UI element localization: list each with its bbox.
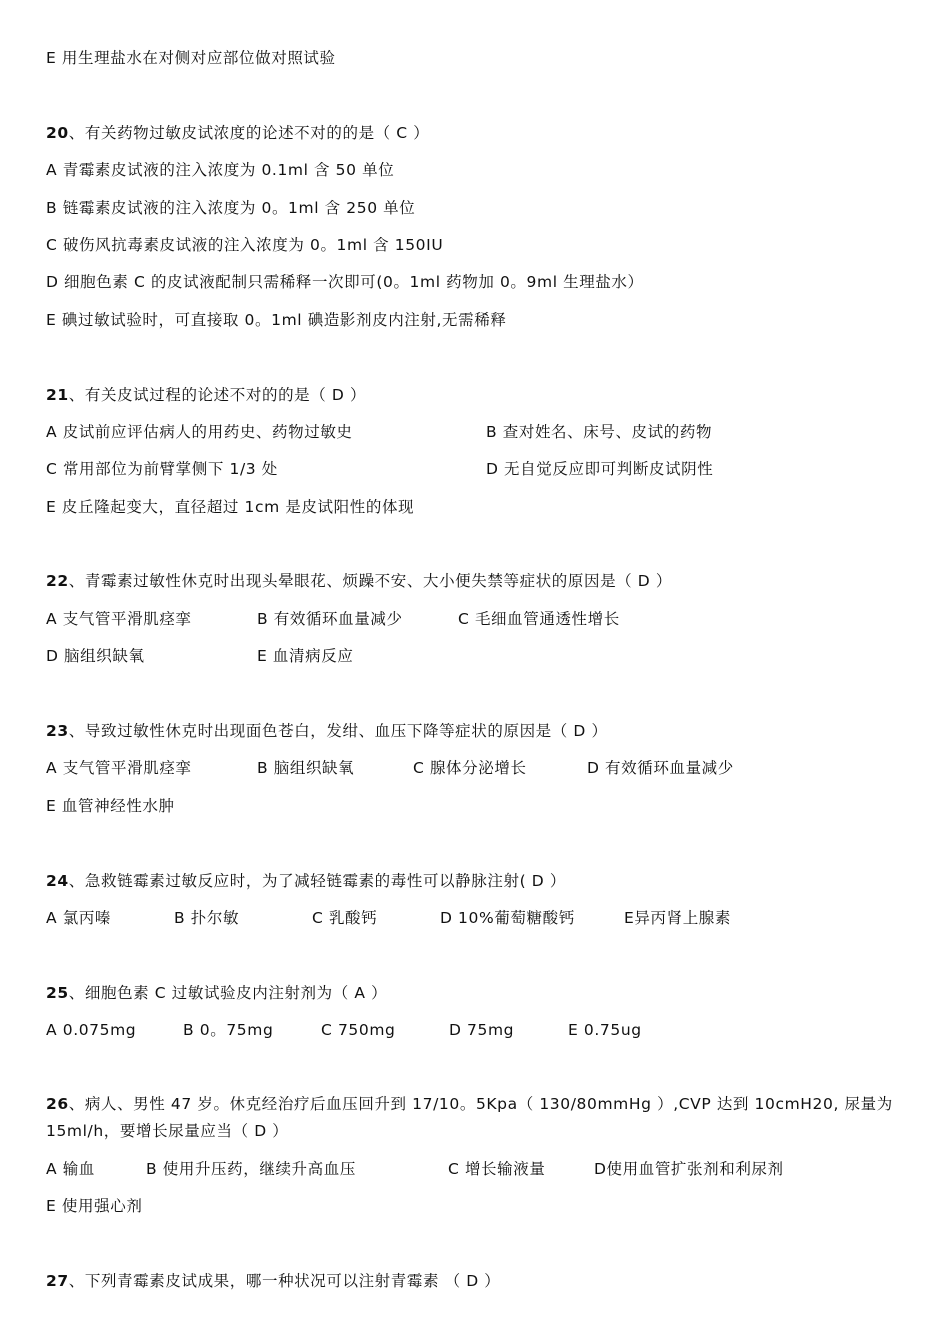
option-e: E 使用强心剂 xyxy=(46,1197,143,1216)
option-a: A 输血 xyxy=(46,1159,95,1178)
options-row xyxy=(46,638,906,675)
options-row xyxy=(46,1151,906,1188)
option-d: D 有效循环血量减少 xyxy=(587,759,734,778)
option-d: D 无自觉反应即可判断皮试阴性 xyxy=(486,460,714,479)
option-d: D 细胞色素 C 的皮试液配制只需稀释一次即可(0。1ml 药物加 0。9ml 生理盐水） xyxy=(46,273,644,292)
option-a: A 皮试前应评估病人的用药史、药物过敏史 xyxy=(46,422,353,441)
question-20 xyxy=(46,115,906,152)
question-24 xyxy=(46,863,906,900)
option-a: A 支气管平滑肌痉挛 xyxy=(46,759,192,778)
option-b: B 脑组织缺氧 xyxy=(257,759,355,778)
option-c: C 常用部位为前臂掌侧下 1/3 处 xyxy=(46,460,278,479)
option-b: B 使用升压药，继续升高血压 xyxy=(146,1159,356,1178)
question-number: 25 xyxy=(46,983,69,1002)
options-row xyxy=(46,750,906,787)
option-a: A 0.075mg xyxy=(46,1021,137,1040)
option-a: A 氯丙嗪 xyxy=(46,908,112,927)
options-row xyxy=(46,900,906,937)
options-row xyxy=(46,414,906,451)
question-23 xyxy=(46,713,906,750)
option-c: C 乳酸钙 xyxy=(312,908,378,927)
question-text: 、细胞色素 C 过敏试验皮内注射剂为（ A ） xyxy=(68,983,388,1002)
option-a: A 支气管平滑肌痉挛 xyxy=(46,609,192,628)
option-e-line: E 用生理盐水在对侧对应部位做对照试验 xyxy=(46,49,336,67)
question-number: 22 xyxy=(46,572,69,591)
option-b: B 查对姓名、床号、皮试的药物 xyxy=(486,422,713,441)
option-b: B 有效循环血量减少 xyxy=(257,609,403,628)
options-row xyxy=(46,451,906,488)
option-d: D 脑组织缺氧 xyxy=(46,647,145,666)
question-text: 、下列青霉素皮试成果，哪一种状况可以注射青霉素 （ D ） xyxy=(68,1272,501,1291)
question-text: 、有关皮试过程的论述不对的的是（ D ） xyxy=(68,385,367,404)
question-number: 26 xyxy=(46,1094,69,1113)
option-e: E 碘过敏试验时，可直接取 0。1ml 碘造影剂皮内注射,无需稀释 xyxy=(46,310,507,329)
option-b: B 链霉素皮试液的注入浓度为 0。1ml 含 250 单位 xyxy=(46,198,416,217)
question-22 xyxy=(46,563,906,600)
option-e: E异丙肾上腺素 xyxy=(624,908,731,927)
option-e: E 皮丘隆起变大，直径超过 1cm 是皮试阳性的体现 xyxy=(46,497,415,516)
option-e: E 0.75ug xyxy=(568,1021,642,1040)
question-text: 、青霉素过敏性休克时出现头晕眼花、烦躁不安、大小便失禁等症状的原因是（ D ） xyxy=(68,572,672,591)
option-c: C 腺体分泌增长 xyxy=(413,759,527,778)
question-text: 、有关药物过敏皮试浓度的论述不对的的是（ C ） xyxy=(68,123,430,142)
document-page xyxy=(46,40,906,1301)
question-number: 24 xyxy=(46,871,69,890)
option-d: D 75mg xyxy=(449,1021,515,1040)
option-a: A 青霉素皮试液的注入浓度为 0.1ml 含 50 单位 xyxy=(46,161,395,180)
question-number: 23 xyxy=(46,722,69,741)
option-c: C 750mg xyxy=(321,1021,396,1040)
question-text: 、病人、男性 47 岁。休克经治疗后血压回升到 17/10。5Kpa（ 130/80mmHg ）,CVP 达到 10cmH20, 尿量为 15ml/h，要增长尿量应当（ D ） xyxy=(46,1094,893,1140)
options-row xyxy=(46,601,906,638)
question-21 xyxy=(46,377,906,414)
question-25 xyxy=(46,975,906,1012)
question-number: 21 xyxy=(46,385,69,404)
question-text: 、急救链霉素过敏反应时，为了减轻链霉素的毒性可以静脉注射( D ） xyxy=(68,871,566,890)
question-number: 27 xyxy=(46,1272,69,1291)
option-b: B 0。75mg xyxy=(183,1021,274,1040)
option-e: E 血清病反应 xyxy=(257,647,354,666)
option-c: C 破伤风抗毒素皮试液的注入浓度为 0。1ml 含 150IU xyxy=(46,235,444,254)
question-27 xyxy=(46,1263,906,1300)
option-c: C 毛细血管通透性增长 xyxy=(458,609,620,628)
question-26 xyxy=(46,1087,896,1151)
options-row xyxy=(46,1012,906,1049)
option-c: C 增长输液量 xyxy=(448,1159,546,1178)
option-e: E 血管神经性水肿 xyxy=(46,796,175,815)
option-d: D使用血管扩张剂和利尿剂 xyxy=(594,1159,784,1178)
option-b: B 扑尔敏 xyxy=(174,908,240,927)
question-number: 20 xyxy=(46,123,69,142)
question-text: 、导致过敏性休克时出现面色苍白，发绀、血压下降等症状的原因是（ D ） xyxy=(68,722,608,741)
option-d: D 10%葡萄糖酸钙 xyxy=(440,908,575,927)
